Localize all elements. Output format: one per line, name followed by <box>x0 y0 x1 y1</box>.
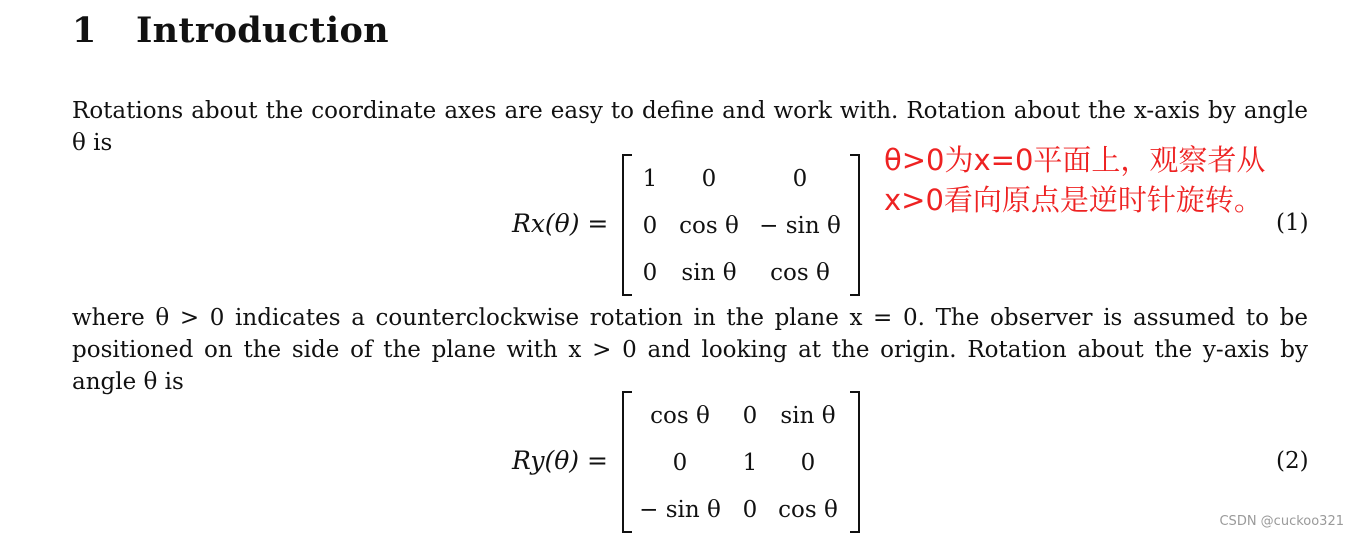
matrix-cell: 0 <box>742 402 758 429</box>
matrix-cell: 0 <box>672 449 688 476</box>
matrix-1-left-bracket <box>622 154 632 296</box>
equation-1-lhs: Rx(θ) = <box>512 209 609 238</box>
matrix-cell: 0 <box>701 165 717 192</box>
matrix-1-right-bracket <box>850 154 860 296</box>
matrix-cell: cos θ <box>679 212 739 239</box>
matrix-cell: 0 <box>742 496 758 523</box>
matrix-row <box>632 202 850 249</box>
red-annotation <box>884 140 1265 220</box>
matrix-cell: cos θ <box>770 259 830 286</box>
equation-1-number: (1) <box>1276 210 1309 236</box>
watermark: CSDN @cuckoo321 <box>1219 514 1344 529</box>
equation-2-lhs: Ry(θ) = <box>512 446 608 475</box>
matrix-2-right-bracket <box>850 391 860 533</box>
matrix-cell: cos θ <box>650 402 710 429</box>
matrix-cell: − sin θ <box>759 212 841 239</box>
matrix-cell: 1 <box>642 165 658 192</box>
paragraph-2-text: where θ > 0 indicates a counterclockwise rotation in the plane x = 0. The observer is assumed to be positioned on the side of the plane with x > 0 and looking at the origin. Rotation about the y-axis by angle θ is <box>72 305 1308 395</box>
matrix-cell: cos θ <box>778 496 838 523</box>
matrix-cell: 1 <box>742 449 758 476</box>
annotation-line-1: θ>0为x=0平面上，观察者从 <box>884 143 1266 177</box>
matrix-cell: 0 <box>792 165 808 192</box>
section-title: Introduction <box>136 10 389 51</box>
annotation-line-2: x>0看向原点是逆时针旋转。 <box>884 183 1263 217</box>
matrix-cell: 0 <box>642 212 658 239</box>
matrix-2 <box>632 392 844 533</box>
matrix-row <box>632 155 850 202</box>
paragraph-2 <box>72 302 1308 398</box>
paragraph-1-text: Rotations about the coordinate axes are easy to define and work with. Rotation about the x-axis by angle θ is <box>72 98 1308 156</box>
matrix-cell: 0 <box>642 259 658 286</box>
equation-2-number: (2) <box>1276 448 1309 474</box>
section-number: 1 <box>72 10 97 51</box>
matrix-cell: 0 <box>800 449 816 476</box>
matrix-cell: sin θ <box>780 402 836 429</box>
matrix-2-left-bracket <box>622 391 632 533</box>
matrix-cell: sin θ <box>681 259 737 286</box>
matrix-1 <box>632 155 850 296</box>
matrix-row <box>632 249 850 296</box>
matrix-row <box>632 392 844 439</box>
matrix-cell: − sin θ <box>639 496 721 523</box>
section-heading <box>72 10 389 51</box>
matrix-row <box>632 439 844 486</box>
matrix-row <box>632 486 844 533</box>
